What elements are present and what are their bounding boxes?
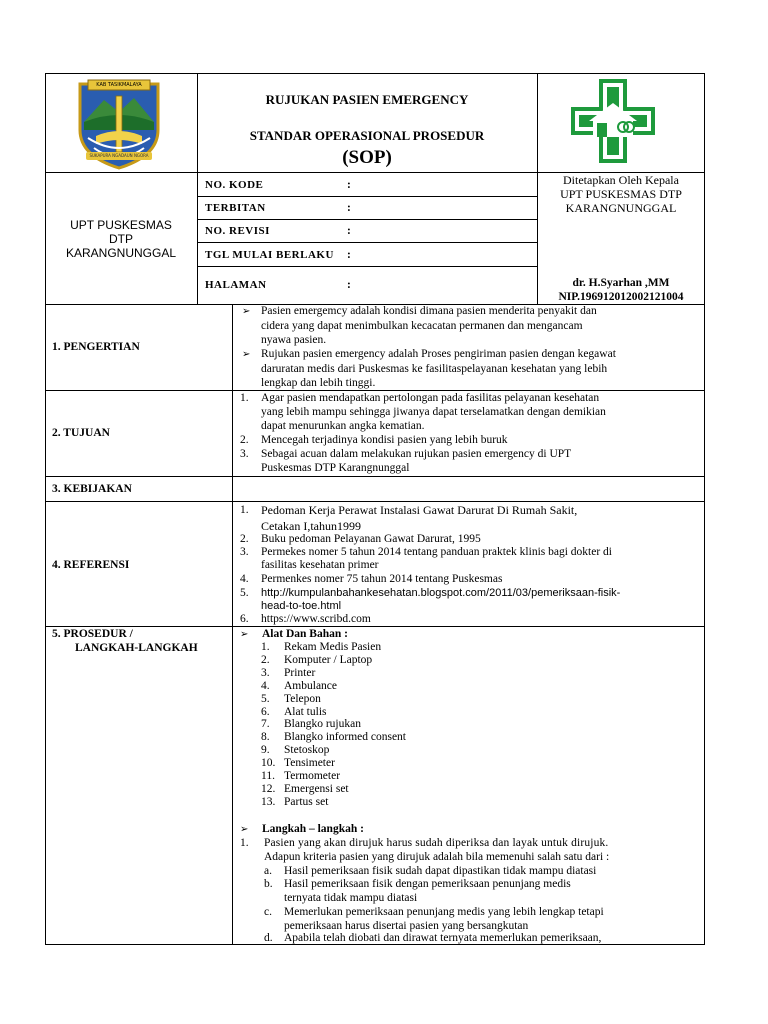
pengertian-line: daruratan medis dari Puskesmas ke fasilitaspelayanan kesehatan yang lebih	[261, 363, 608, 375]
alat-item: Telepon	[284, 692, 321, 705]
arrow-bullet-icon: ➢	[242, 349, 251, 360]
field-divider	[197, 242, 537, 243]
alat-item: Rekam Medis Pasien	[284, 641, 382, 653]
list-letter: c.	[264, 906, 272, 918]
alat-item: Ambulance	[284, 679, 338, 692]
org-name-line: KARANGNUNGGAL	[65, 246, 177, 260]
alat-item: Tensimeter	[284, 757, 335, 770]
list-number: 9.	[261, 744, 270, 757]
referensi-line: Pedoman Kerja Perawat Instalasi Gawat Darurat Di Rumah Sakit,	[261, 503, 578, 517]
langkah-heading: Langkah – langkah :	[262, 823, 364, 835]
emblem-bottom-text: SUKAPURA NGADAUN NGORA	[89, 153, 149, 158]
signer-nip: NIP.196912012002121004	[558, 291, 684, 303]
pengertian-line: lengkap dan lebih tinggi.	[261, 377, 376, 389]
alat-item: Stetoskop	[284, 744, 330, 757]
alat-item: Blangko rujukan	[284, 718, 361, 731]
field-divider	[197, 266, 537, 267]
tujuan-line: Sebagai acuan dalam melakukan rujukan pasien emergency di UPT	[261, 448, 572, 460]
document-subtitle: STANDAR OPERASIONAL PROSEDUR	[249, 128, 485, 143]
col-divider	[197, 73, 198, 304]
list-number: 2.	[261, 653, 270, 666]
pengertian-line: Rujukan pasien emergency adalah Proses pengiriman pasien dengan kegawat	[261, 348, 616, 360]
list-number: 6.	[261, 705, 270, 718]
section-label-pengertian: 1. PENGERTIAN	[52, 341, 140, 353]
langkah-line: Hasil pemeriksaan fisik sudah dapat dipastikan tidak mampu diatasi	[284, 865, 597, 877]
section-label-prosedur: LANGKAH-LANGKAH	[75, 642, 198, 654]
langkah-line: Adapun kriteria pasien yang dirujuk adalah bila memenuhi salah satu dari :	[264, 851, 610, 863]
pengertian-line: Pasien emergemcy adalah kondisi dimana pasien menderita penyakit dan	[261, 305, 597, 317]
section-label-kebijakan: 3. KEBIJAKAN	[52, 483, 132, 495]
referensi-link[interactable]: http://kumpulanbahankesehatan.blogspot.com/2011/03/pemeriksaan-fisik-	[261, 587, 621, 599]
list-number: 2.	[240, 434, 249, 446]
row-divider	[45, 501, 705, 502]
list-number: 13.	[261, 795, 276, 808]
tujuan-line: dapat menurunkan angka kematian.	[261, 420, 425, 432]
list-number: 7.	[261, 718, 270, 731]
col-divider	[232, 304, 233, 945]
sop-label: (SOP)	[342, 147, 392, 168]
list-number: 3.	[240, 448, 249, 460]
section-label-tujuan: 2. TUJUAN	[52, 427, 110, 439]
list-number: 1.	[240, 392, 249, 404]
alat-item: Blangko informed consent	[284, 731, 407, 744]
list-number: 1.	[240, 837, 249, 849]
tujuan-line: Puskesmas DTP Karangnunggal	[261, 462, 410, 474]
arrow-bullet-icon: ➢	[240, 629, 249, 640]
field-value-halaman: :	[347, 279, 351, 291]
org-name-line: DTP	[109, 232, 133, 246]
list-number: 10.	[261, 757, 276, 770]
approval-line: KARANGNUNGGAL	[565, 201, 677, 215]
list-number: 1.	[240, 504, 249, 516]
signer-name: dr. H.Syarhan ,MM	[572, 277, 670, 289]
row-divider	[45, 390, 705, 391]
field-label-halaman: HALAMAN	[205, 279, 267, 291]
row-divider	[45, 476, 705, 477]
section-label-referensi: 4. REFERENSI	[52, 559, 130, 571]
langkah-line: Hasil pemeriksaan fisik dengan pemeriksaan penunjang medis	[284, 878, 571, 890]
referensi-line: fasilitas kesehatan primer	[261, 559, 379, 571]
field-value-tgl-mulai: :	[347, 249, 351, 261]
referensi-line: Permenkes nomer 75 tahun 2014 tentang Puskesmas	[261, 573, 503, 585]
puskesmas-cross-logo	[567, 75, 659, 167]
field-value-no-kode: :	[347, 179, 351, 191]
list-number: 4.	[240, 573, 249, 585]
alat-item: Emergensi set	[284, 782, 349, 795]
approval-line: UPT PUSKESMAS DTP	[560, 187, 682, 201]
langkah-line: Pasien yang akan dirujuk harus sudah diperiksa dan layak untuk dirujuk.	[264, 837, 609, 849]
field-value-no-revisi: :	[347, 225, 351, 237]
field-divider	[197, 219, 537, 220]
arrow-bullet-icon: ➢	[242, 306, 251, 317]
emblem-top-text: KAB TASIKMALAYA	[96, 82, 142, 88]
langkah-line: pemeriksaan harus disertai pasien yang bersangkutan	[284, 920, 529, 932]
list-number: 6.	[240, 613, 249, 625]
regency-emblem-logo	[74, 78, 164, 170]
alat-item: Komputer / Laptop	[284, 653, 373, 666]
tujuan-line: Mencegah terjadinya kondisi pasien yang lebih buruk	[261, 434, 508, 446]
alat-heading: Alat Dan Bahan :	[262, 628, 348, 640]
alat-item: Partus set	[284, 795, 329, 808]
org-name-line: UPT PUSKESMAS	[70, 218, 172, 232]
approval-line: Ditetapkan Oleh Kepala	[563, 173, 679, 187]
tujuan-line: Agar pasien mendapatkan pertolongan pada fasilitas pelayanan kesehatan	[261, 392, 600, 404]
pengertian-line: cidera yang dapat menimbulkan kecacatan permanen dan mengancam	[261, 320, 583, 332]
list-number: 5.	[261, 692, 270, 705]
referensi-line: Cetakan I,tahun1999	[261, 519, 361, 533]
referensi-link[interactable]: https://www.scribd.com	[261, 613, 371, 625]
list-number: 5.	[240, 587, 249, 599]
alat-item: Alat tulis	[284, 705, 327, 718]
tujuan-line: yang lebih mampu sehingga jiwanya dapat terselamatkan dengan demikian	[261, 406, 606, 418]
langkah-line: ternyata tidak mampu diatasi	[284, 892, 418, 904]
referensi-line: Buku pedoman Pelayanan Gawat Darurat, 1995	[261, 533, 481, 545]
list-number: 1.	[261, 641, 270, 653]
list-letter: d.	[264, 932, 273, 944]
list-number: 3.	[261, 666, 270, 679]
list-letter: b.	[264, 878, 273, 890]
field-label-terbitan: TERBITAN	[205, 202, 266, 214]
arrow-bullet-icon: ➢	[240, 824, 249, 835]
field-label-no-revisi: NO. REVISI	[205, 225, 270, 237]
list-number: 4.	[261, 679, 270, 692]
alat-item: Termometer	[284, 770, 341, 782]
list-letter: a.	[264, 865, 272, 877]
pengertian-line: nyawa pasien.	[261, 334, 327, 346]
list-number: 2.	[240, 533, 249, 545]
list-number: 12.	[261, 782, 276, 795]
langkah-line: Apabila telah diobati dan dirawat ternyata memerlukan pemeriksaan,	[284, 932, 602, 944]
field-divider	[197, 196, 537, 197]
list-number: 11.	[261, 770, 275, 782]
list-number: 3.	[240, 546, 249, 558]
langkah-line: Memerlukan pemeriksaan penunjang medis yang lebih lengkap tetapi	[284, 906, 604, 918]
document-title: RUJUKAN PASIEN EMERGENCY	[265, 92, 469, 107]
field-value-terbitan: :	[347, 202, 351, 214]
list-number: 8.	[261, 731, 270, 744]
section-label-prosedur: 5. PROSEDUR /	[52, 628, 133, 640]
field-label-tgl-mulai: TGL MULAI BERLAKU	[205, 249, 334, 261]
alat-item: Printer	[284, 666, 316, 679]
referensi-link[interactable]: head-to-toe.html	[261, 600, 342, 612]
field-label-no-kode: NO. KODE	[205, 179, 264, 191]
referensi-line: Permekes nomer 5 tahun 2014 tentang panduan praktek klinis bagi dokter di	[261, 546, 612, 558]
row-divider	[45, 626, 705, 627]
